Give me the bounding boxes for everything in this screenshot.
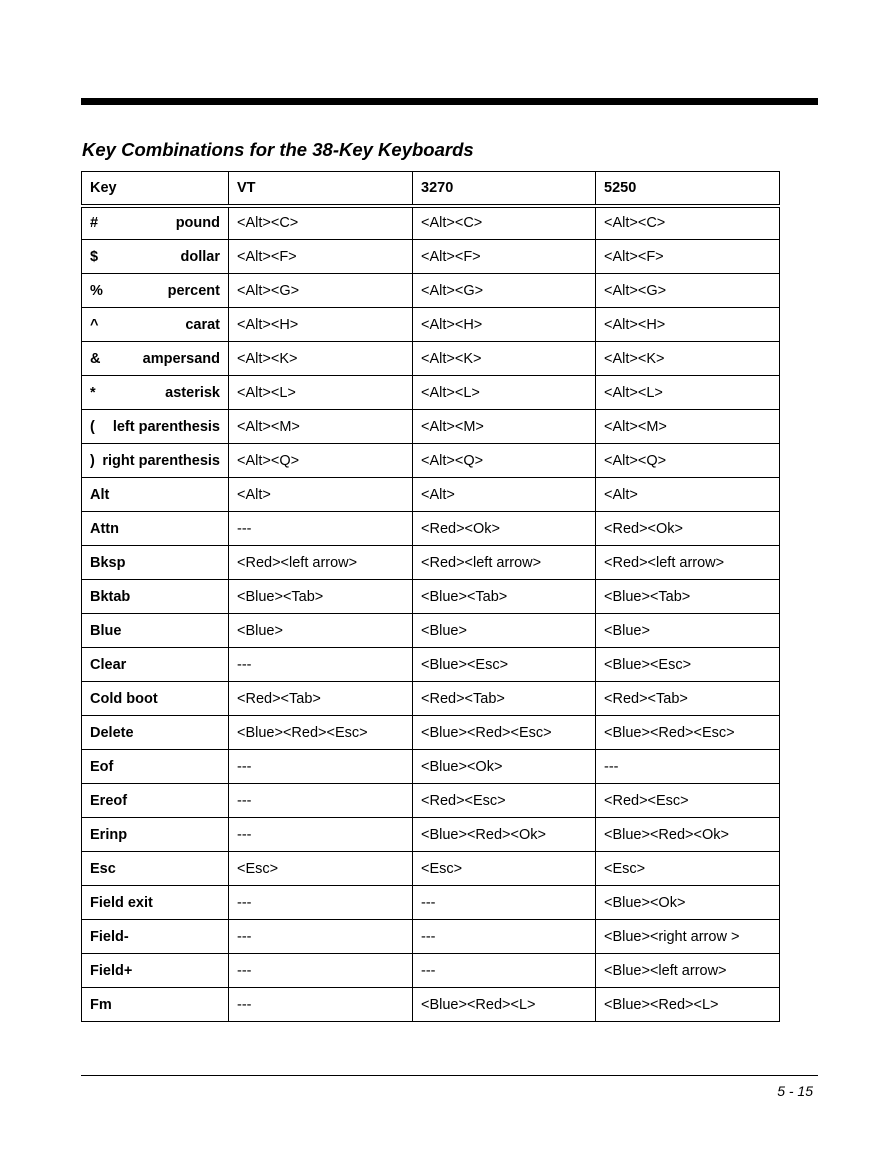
table-header-row [82,172,780,206]
cell-3270: <Blue><Ok> [413,750,596,784]
cell-5250: <Red><Ok> [596,512,780,546]
key-symbol: # [90,215,99,232]
key-cell [82,546,229,580]
cell-3270: <Red><left arrow> [413,546,596,580]
vt-cell: --- [229,818,413,852]
key-cell [82,342,229,376]
cell-3270: <Blue> [413,614,596,648]
cell-3270: <Alt><K> [413,342,596,376]
key-symbol: Erinp [90,826,128,843]
key-cell [82,274,229,308]
cell-3270: <Alt><C> [413,206,596,240]
cell-3270: <Blue><Red><Ok> [413,818,596,852]
vt-cell: <Alt><Q> [229,444,413,478]
key-cell [82,784,229,818]
key-cell [82,988,229,1022]
cell-5250: <Alt><C> [596,206,780,240]
vt-cell: <Esc> [229,852,413,886]
cell-5250: <Blue><Ok> [596,886,780,920]
key-symbol: Bktab [90,588,131,605]
cell-3270: <Alt><L> [413,376,596,410]
cell-5250: <Alt><F> [596,240,780,274]
key-name: ampersand [142,350,220,367]
key-symbol: Delete [90,724,134,741]
table-row [82,682,780,716]
key-name: left parenthesis [112,418,220,435]
key-name: pound [175,215,220,232]
cell-3270: <Alt> [413,478,596,512]
key-name: percent [167,282,220,299]
cell-3270: <Alt><M> [413,410,596,444]
vt-cell: <Alt><M> [229,410,413,444]
cell-5250: <Blue><right arrow > [596,920,780,954]
cell-5250: <Blue><Red><Esc> [596,716,780,750]
cell-3270: <Blue><Red><Esc> [413,716,596,750]
table-row [82,410,780,444]
cell-5250: <Blue><Red><Ok> [596,818,780,852]
key-cell [82,308,229,342]
vt-cell: <Blue> [229,614,413,648]
key-cell [82,954,229,988]
table-row [82,444,780,478]
cell-3270: <Red><Esc> [413,784,596,818]
table-row [82,342,780,376]
cell-5250: <Alt><G> [596,274,780,308]
key-symbol: Ereof [90,792,128,809]
key-combinations-table [81,171,780,1022]
key-cell [82,410,229,444]
vt-cell: --- [229,750,413,784]
table-row [82,750,780,784]
cell-5250: <Red><Esc> [596,784,780,818]
key-symbol: ^ [90,316,99,333]
table-row [82,580,780,614]
vt-cell: --- [229,988,413,1022]
vt-cell: --- [229,920,413,954]
cell-3270: <Alt><G> [413,274,596,308]
cell-5250: <Blue><Esc> [596,648,780,682]
cell-5250: <Alt><H> [596,308,780,342]
key-symbol: % [90,282,103,299]
cell-5250: <Red><Tab> [596,682,780,716]
table-row [82,988,780,1022]
cell-5250: <Red><left arrow> [596,546,780,580]
cell-3270: <Alt><H> [413,308,596,342]
key-symbol: & [90,350,101,367]
vt-cell: --- [229,954,413,988]
table-row [82,954,780,988]
key-symbol: * [90,384,96,401]
cell-3270: --- [413,920,596,954]
vt-cell: <Alt><F> [229,240,413,274]
header-rule [81,98,818,105]
cell-3270: <Blue><Red><L> [413,988,596,1022]
table-row [82,546,780,580]
table-row [82,206,780,240]
cell-3270: <Blue><Esc> [413,648,596,682]
key-symbol: ( [90,418,95,435]
cell-5250: <Alt><Q> [596,444,780,478]
key-cell [82,614,229,648]
cell-3270: --- [413,886,596,920]
vt-cell: <Blue><Red><Esc> [229,716,413,750]
key-cell [82,376,229,410]
vt-cell: <Alt><C> [229,206,413,240]
vt-cell: --- [229,648,413,682]
table-row [82,920,780,954]
key-symbol: Field exit [90,894,153,911]
key-symbol: Field+ [90,962,133,979]
key-cell [82,444,229,478]
table-row [82,886,780,920]
cell-3270: <Alt><F> [413,240,596,274]
vt-cell: <Red><left arrow> [229,546,413,580]
key-symbol: Field- [90,928,129,945]
table-row [82,784,780,818]
table-row [82,240,780,274]
table-body [82,206,780,1022]
cell-3270: <Blue><Tab> [413,580,596,614]
key-cell [82,206,229,240]
column-header-vt: VT [229,172,413,206]
key-cell [82,852,229,886]
key-name: asterisk [165,384,220,401]
key-symbol: Attn [90,520,119,537]
cell-5250: <Alt><L> [596,376,780,410]
table-row [82,512,780,546]
vt-cell: <Alt><H> [229,308,413,342]
cell-5250: --- [596,750,780,784]
key-cell [82,818,229,852]
key-symbol: Eof [90,758,114,775]
vt-cell: <Alt><L> [229,376,413,410]
key-symbol: Alt [90,486,110,503]
page-number: 5 - 15 [777,1083,813,1099]
key-cell [82,682,229,716]
table-row [82,716,780,750]
cell-5250: <Blue> [596,614,780,648]
vt-cell: <Red><Tab> [229,682,413,716]
vt-cell: <Alt><G> [229,274,413,308]
key-cell [82,240,229,274]
table-row [82,614,780,648]
cell-5250: <Alt><K> [596,342,780,376]
key-cell [82,478,229,512]
vt-cell: --- [229,784,413,818]
table-row [82,648,780,682]
key-name: carat [185,316,220,333]
key-symbol: $ [90,248,99,265]
footer-rule [81,1075,818,1076]
key-cell [82,886,229,920]
column-header-5250: 5250 [596,172,780,206]
column-header-key: Key [82,172,229,206]
column-header-3270: 3270 [413,172,596,206]
cell-3270: --- [413,954,596,988]
key-cell [82,512,229,546]
cell-5250: <Blue><left arrow> [596,954,780,988]
key-cell [82,648,229,682]
cell-5250: <Blue><Tab> [596,580,780,614]
key-cell [82,716,229,750]
key-cell [82,580,229,614]
table-row [82,274,780,308]
vt-cell: --- [229,512,413,546]
cell-3270: <Red><Ok> [413,512,596,546]
key-symbol: Fm [90,996,112,1013]
vt-cell: <Alt> [229,478,413,512]
key-cell [82,750,229,784]
table-row [82,852,780,886]
table-row [82,478,780,512]
key-cell [82,920,229,954]
cell-3270: <Esc> [413,852,596,886]
cell-5250: <Alt> [596,478,780,512]
table-row [82,376,780,410]
table-row [82,308,780,342]
key-symbol: Clear [90,656,127,673]
vt-cell: <Alt><K> [229,342,413,376]
vt-cell: <Blue><Tab> [229,580,413,614]
cell-5250: <Alt><M> [596,410,780,444]
cell-5250: <Esc> [596,852,780,886]
key-name: dollar [180,248,220,265]
key-symbol: ) [90,452,95,469]
key-symbol: Cold boot [90,690,158,707]
key-symbol: Bksp [90,554,126,571]
key-name: right parenthesis [102,452,220,469]
cell-5250: <Blue><Red><L> [596,988,780,1022]
section-title: Key Combinations for the 38-Key Keyboards [82,139,474,160]
key-symbol: Esc [90,860,116,877]
vt-cell: --- [229,886,413,920]
cell-3270: <Red><Tab> [413,682,596,716]
key-symbol: Blue [90,622,122,639]
table-row [82,818,780,852]
cell-3270: <Alt><Q> [413,444,596,478]
